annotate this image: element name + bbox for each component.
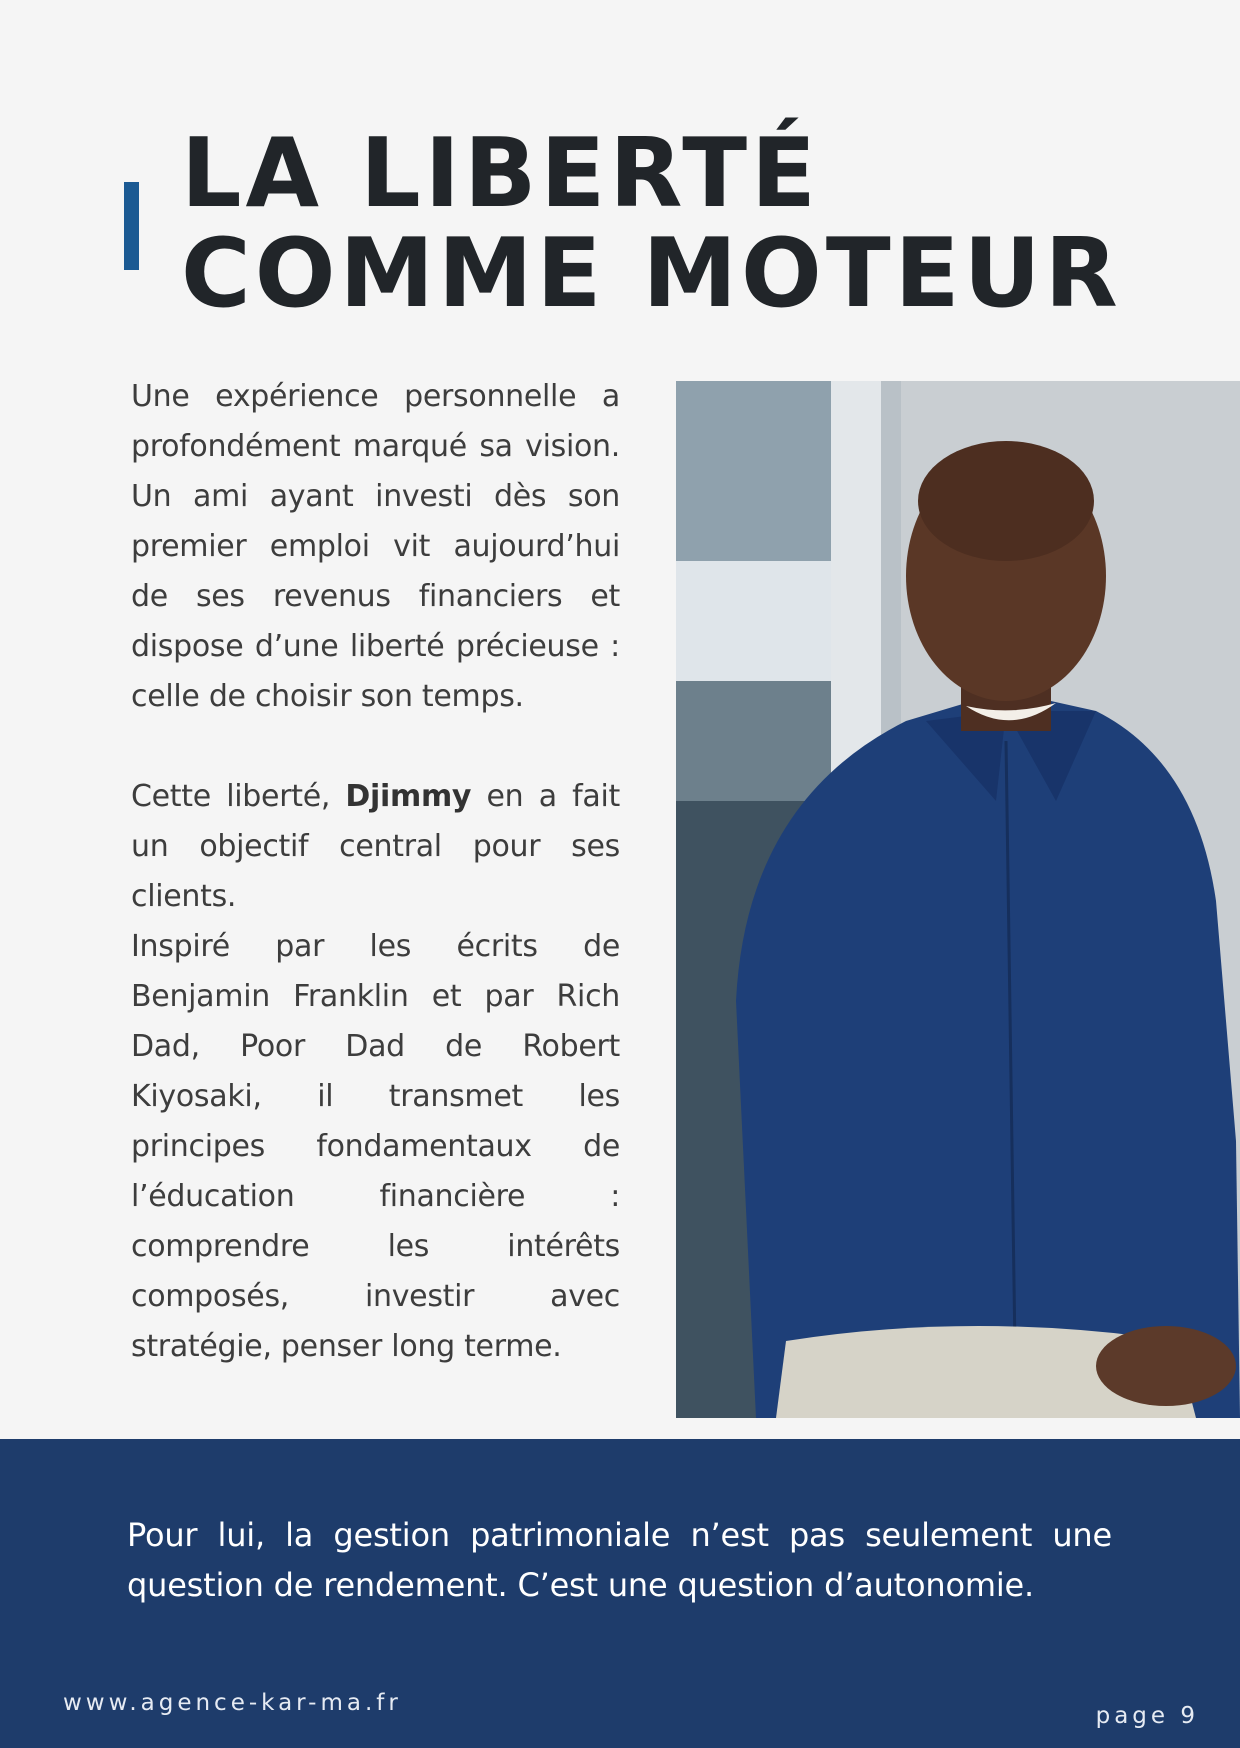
- body-paragraph-1: Une expérience personnelle a profondément marqué sa vision. Un ami ayant investi dès son premier emploi vit aujourd’hui de ses revenus financiers et dispose d’une liberté précieuse : celle de choisir son temps.: [131, 379, 620, 714]
- person-name: Djimmy: [345, 779, 472, 814]
- website-link[interactable]: www.agence-kar-ma.fr: [63, 1690, 402, 1716]
- portrait-photo: [676, 381, 1240, 1418]
- body-paragraph-2-end: en a fait un objectif central pour ses clients.: [131, 779, 620, 914]
- highlight-quote: Pour lui, la gestion patrimoniale n’est pas seulement une question de rendement. C’est une question d’autonomie.: [127, 1516, 1112, 1604]
- page-title-line-2: COMME MOTEUR: [181, 219, 1122, 329]
- body-text: [131, 372, 620, 1372]
- title-accent-bar: [124, 182, 139, 270]
- page-title-line-1: LA LIBERTÉ: [181, 119, 820, 229]
- portrait-illustration: [676, 381, 1240, 1418]
- page-number: page 9: [1095, 1703, 1199, 1729]
- body-paragraph-2-start: Cette liberté,: [131, 779, 346, 814]
- body-paragraph-2: [131, 772, 620, 922]
- page-title: [181, 119, 1181, 329]
- body-paragraph-3: Inspiré par les écrits de Benjamin Franklin et par Rich Dad, Poor Dad de Robert Kiyosaki, il transmet les principes fondamentaux de l’éducation financière : comprendre les intérêts composés, investir avec stratégie, penser long terme.: [131, 929, 620, 1364]
